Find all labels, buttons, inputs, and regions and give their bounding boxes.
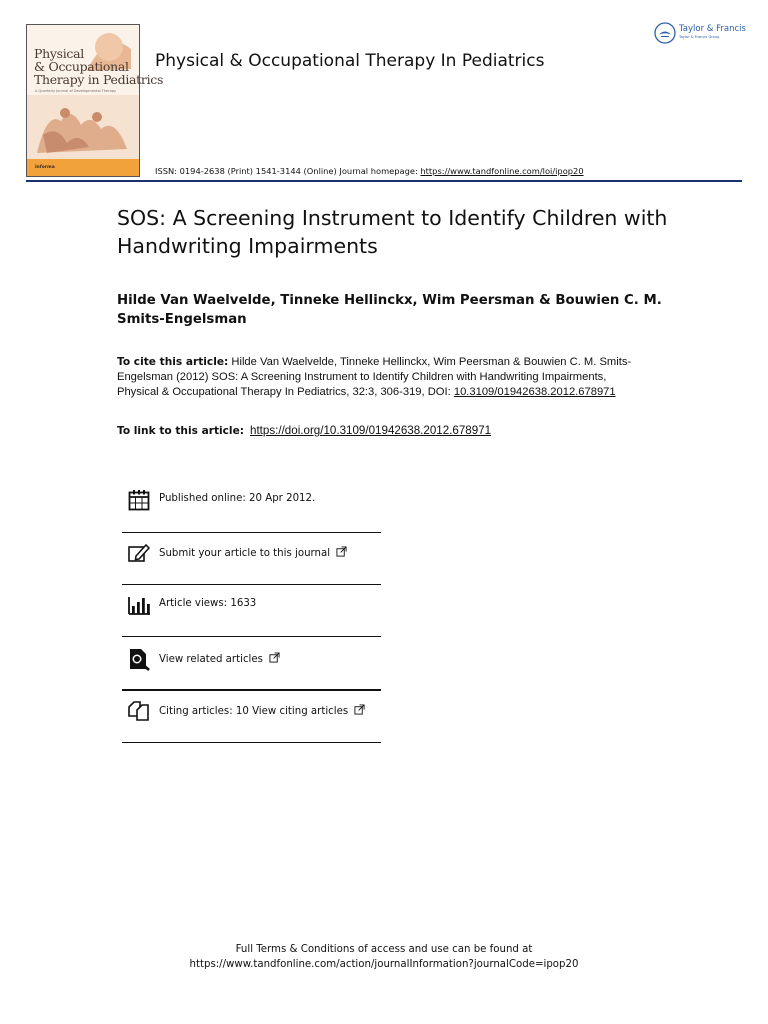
article-doi-link[interactable]: https://doi.org/10.3109/01942638.2012.678971 bbox=[250, 424, 492, 437]
taylor-francis-logo-icon bbox=[654, 22, 676, 44]
journal-title: Physical & Occupational Therapy In Pediatrics bbox=[155, 51, 545, 71]
footer-terms-url[interactable]: https://www.tandfonline.com/action/journalInformation?journalCode=ipop20 bbox=[189, 959, 579, 970]
submit-article-link[interactable]: Submit your article to this journal bbox=[159, 546, 347, 559]
cover-publisher: informa bbox=[35, 165, 55, 170]
view-related-articles-link[interactable]: View related articles bbox=[159, 652, 280, 665]
article-link-line bbox=[117, 424, 491, 437]
footer-terms-text: Full Terms & Conditions of access and use can be found at bbox=[235, 944, 533, 955]
cover-title: Physical & Occupational Therapy in Pediatrics bbox=[34, 46, 164, 87]
views-row bbox=[122, 593, 381, 613]
journal-homepage-link[interactable]: https://www.tandfonline.com/loi/ipop20 bbox=[420, 166, 584, 176]
cite-label: To cite this article: bbox=[117, 356, 229, 368]
citing-articles-link[interactable]: Citing articles: 10 View citing articles bbox=[159, 704, 365, 717]
related-row[interactable] bbox=[122, 647, 381, 667]
citing-articles-icon bbox=[127, 699, 151, 723]
external-link-icon bbox=[336, 546, 347, 557]
article-title: SOS: A Screening Instrument to Identify Children with Handwriting Impairments bbox=[117, 206, 668, 258]
info-divider bbox=[122, 689, 381, 691]
info-divider bbox=[122, 636, 381, 637]
citing-row[interactable] bbox=[122, 699, 381, 719]
publisher-logo bbox=[654, 22, 744, 46]
external-link-icon bbox=[269, 652, 280, 663]
info-divider bbox=[122, 532, 381, 533]
journal-cover-image bbox=[26, 24, 164, 177]
header-divider bbox=[26, 180, 742, 182]
submit-row[interactable] bbox=[122, 541, 381, 561]
issn-text: ISSN: 0194-2638 (Print) 1541-3144 (Online) Journal homepage: bbox=[155, 166, 421, 176]
info-divider bbox=[122, 584, 381, 585]
article-authors: Hilde Van Waelvelde, Tinneke Hellinckx, Wim Peersman & Bouwien C. M. Smits-Engelsman bbox=[117, 293, 662, 327]
search-document-icon bbox=[127, 647, 151, 671]
published-date: Published online: 20 Apr 2012. bbox=[159, 493, 316, 504]
publisher-group: Taylor & Francis Group bbox=[679, 35, 720, 39]
info-divider bbox=[122, 742, 381, 743]
footer bbox=[0, 942, 768, 972]
cite-doi-link[interactable]: 10.3109/01942638.2012.678971 bbox=[453, 386, 616, 398]
external-link-icon bbox=[354, 704, 365, 715]
link-label: To link to this article: bbox=[117, 425, 244, 437]
published-row bbox=[122, 488, 381, 508]
calendar-icon bbox=[127, 488, 151, 512]
publisher-name: Taylor & Francis bbox=[679, 24, 746, 34]
edit-icon bbox=[127, 541, 151, 565]
cover-subtitle: A Quarterly Journal of Developmental Therapy bbox=[35, 89, 117, 93]
citation-block bbox=[117, 355, 637, 400]
cite-text: Hilde Van Waelvelde, Tinneke Hellinckx, Wim Peersman & Bouwien C. M. Smits-Engelsman (2012) SOS: A Screening Instrument to Identify Children with Handwriting Impairments, Physical & Occupational Therapy In Pediatrics, 32:3, 306-319, DOI: bbox=[117, 356, 632, 398]
bar-chart-icon bbox=[127, 593, 151, 617]
article-views: Article views: 1633 bbox=[159, 598, 257, 609]
issn-line bbox=[155, 166, 584, 176]
